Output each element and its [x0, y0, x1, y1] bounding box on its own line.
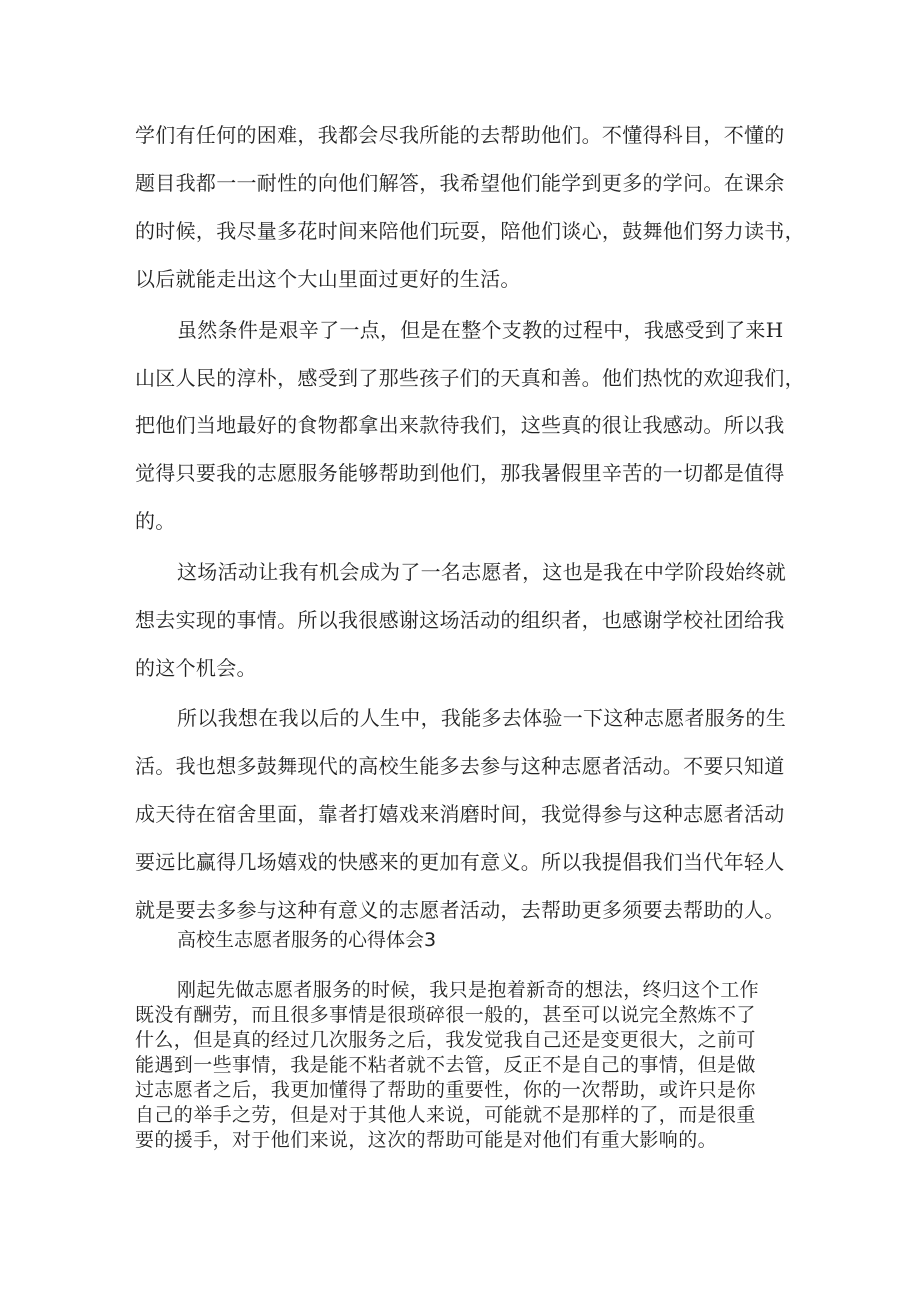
text-line: 既没有酬劳，而且很多事情是很琐碎很一般的，甚至可以说完全熬炼不了	[135, 1004, 756, 1026]
text-line: 什么，但是真的经过几次服务之后，我发觉我自己还是变更很大，之前可	[135, 1029, 756, 1051]
text-line: 把他们当地最好的食物都拿出来款待我们，这些真的很让我感动。所以我	[135, 413, 785, 437]
text-line: 活。我也想多鼓舞现代的高校生能多去参与这种志愿者活动。不要只知道	[135, 754, 785, 778]
text-line: 的。	[135, 509, 176, 533]
text-line: 自己的举手之劳，但是对于其他人来说，可能就不是那样的了，而是很重	[135, 1104, 756, 1126]
text-line: 学们有任何的困难，我都会尽我所能的去帮助他们。不懂得科目，不懂的	[135, 123, 785, 147]
text-line: 能遇到一些事情，我是能不粘者就不去管，反正不是自己的事情，但是做	[135, 1054, 756, 1076]
text-line: 的这个机会。	[135, 656, 257, 680]
text-line: 题目我都一一耐性的向他们解答，我希望他们能学到更多的学问。在课余	[135, 171, 785, 195]
text-line: 过志愿者之后，我更加懂得了帮助的重要性，你的一次帮助，或许只是你	[135, 1079, 756, 1101]
text-line: 的时候，我尽量多花时间来陪他们玩耍，陪他们谈心，鼓舞他们努力读书，	[135, 219, 805, 243]
text-line: 要的援手，对于他们来说，这次的帮助可能是对他们有重大影响的。	[135, 1129, 718, 1151]
text-line: 成天待在宿舍里面，靠者打嬉戏来消磨时间，我觉得参与这种志愿者活动	[135, 802, 785, 826]
text-line: 以后就能走出这个大山里面过更好的生活。	[135, 267, 521, 291]
text-line: 所以我想在我以后的人生中，我能多去体验一下这种志愿者服务的生	[177, 706, 786, 730]
text-line: 觉得只要我的志愿服务能够帮助到他们，那我暑假里辛苦的一切都是值得	[135, 461, 785, 485]
section-heading: 高校生志愿者服务的心得体会3	[177, 929, 437, 951]
text-line: 这场活动让我有机会成为了一名志愿者，这也是我在中学阶段始终就	[177, 560, 786, 584]
text-line: 要远比赢得几场嬉戏的快感来的更加有意义。所以我提倡我们当代年轻人	[135, 850, 785, 874]
text-line: 山区人民的淳朴，感受到了那些孩子们的天真和善。他们热忱的欢迎我们，	[135, 366, 805, 390]
text-line: 刚起先做志愿者服务的时候，我只是抱着新奇的想法，终归这个工作	[177, 979, 760, 1001]
text-line: 虽然条件是艰辛了一点，但是在整个支教的过程中，我感受到了来H	[177, 318, 784, 342]
text-line: 想去实现的事情。所以我很感谢这场活动的组织者，也感谢学校社团给我	[135, 608, 785, 632]
text-line: 就是要去多参与这种有意义的志愿者活动，去帮助更多须要去帮助的人。	[135, 898, 785, 922]
